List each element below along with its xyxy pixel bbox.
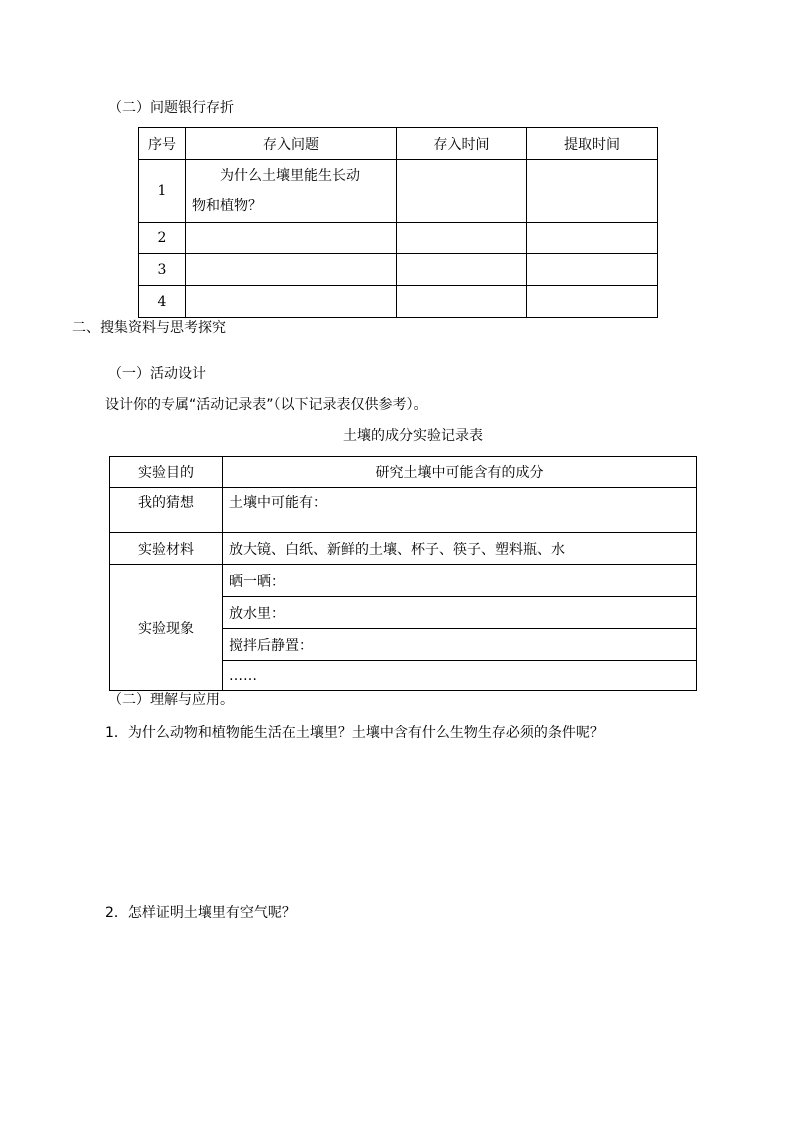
phenomenon-stir[interactable]: 搅拌后静置： [223, 629, 697, 661]
question-cell[interactable] [186, 223, 397, 254]
activity-heading: （一）活动设计 [108, 366, 206, 382]
deposit-time-cell[interactable] [397, 160, 527, 223]
record-table-title: 土壤的成分实验记录表 [343, 428, 483, 444]
bank-header-row [139, 128, 658, 160]
section2-heading: 二、搜集资料与思考探究 [72, 320, 226, 336]
activity-instruction: 设计你的专属“活动记录表”（以下记录表仅供参考）。 [105, 397, 428, 413]
question-bank-table [138, 127, 658, 318]
table-row [139, 223, 658, 254]
question-1: 1．为什么动物和植物能生活在土壤里？土壤中含有什么生物生存必须的条件呢？ [105, 725, 604, 741]
row-number: 4 [139, 286, 186, 318]
bank-heading: （二）问题银行存折 [108, 100, 234, 116]
phenomenon-water[interactable]: 放水里： [223, 597, 697, 629]
materials-row [110, 533, 697, 565]
question-cell[interactable] [186, 286, 397, 318]
materials-label: 实验材料 [110, 533, 223, 565]
row-number: 2 [139, 223, 186, 254]
guess-value[interactable]: 土壤中可能有： [223, 488, 697, 533]
purpose-label: 实验目的 [110, 457, 223, 488]
guess-label: 我的猜想 [110, 488, 223, 533]
experiment-record-table [109, 456, 697, 691]
withdraw-time-cell[interactable] [527, 286, 658, 318]
phenomenon-sun[interactable]: 晒一晒： [223, 565, 697, 597]
withdraw-time-cell[interactable] [527, 223, 658, 254]
question-line: 为什么土壤里能生长动 [220, 168, 360, 184]
withdraw-time-cell[interactable] [527, 254, 658, 286]
header-question: 存入问题 [186, 128, 397, 160]
phenomenon-more[interactable]: …… [223, 661, 697, 691]
deposit-time-cell[interactable] [397, 286, 527, 318]
question-2: 2．怎样证明土壤里有空气呢？ [105, 905, 296, 921]
table-row [139, 254, 658, 286]
table-row [139, 286, 658, 318]
row-number: 3 [139, 254, 186, 286]
withdraw-time-cell[interactable] [527, 160, 658, 223]
materials-value: 放大镜、白纸、新鲜的土壤、杯子、筷子、塑料瓶、水 [223, 533, 697, 565]
phenomena-label: 实验现象 [110, 565, 223, 691]
purpose-row [110, 457, 697, 488]
question-line: 物和植物？ [192, 198, 262, 214]
question-cell[interactable] [186, 254, 397, 286]
guess-row [110, 488, 697, 533]
purpose-value: 研究土壤中可能含有的成分 [223, 457, 697, 488]
row-number: 1 [139, 160, 186, 223]
deposit-time-cell[interactable] [397, 223, 527, 254]
header-deposit-time: 存入时间 [397, 128, 527, 160]
apply-heading: （二）理解与应用。 [108, 692, 234, 708]
header-no: 序号 [139, 128, 186, 160]
phenomena-row [110, 565, 697, 597]
table-row [139, 160, 658, 223]
question-cell[interactable] [186, 160, 397, 223]
deposit-time-cell[interactable] [397, 254, 527, 286]
header-withdraw-time: 提取时间 [527, 128, 658, 160]
